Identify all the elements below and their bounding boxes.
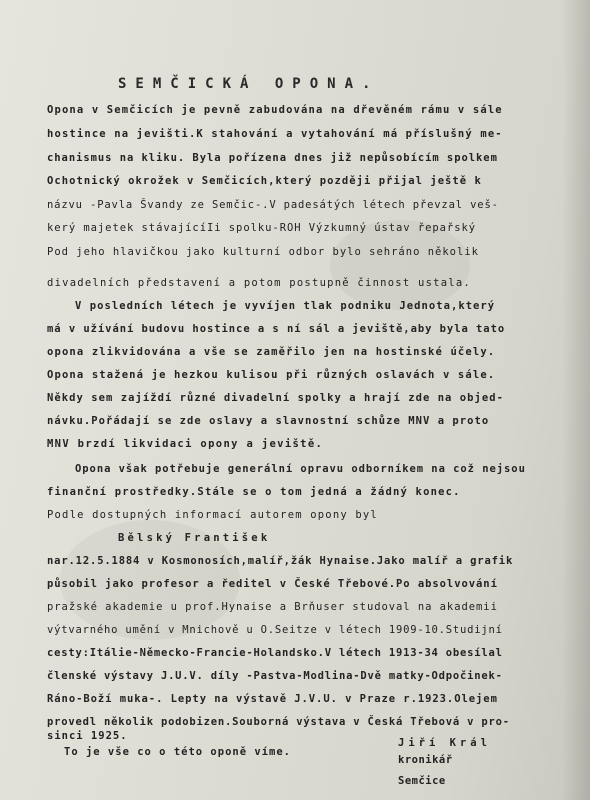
- text-line: Někdy sem zajíždí různé divadelní spolky a hrají zde na objed-: [47, 392, 505, 404]
- text-line: Podle dostupných informací autorem opony byl: [47, 509, 378, 521]
- text-line: provedl několik podobizen.Souborná výstava v Česká Třebová v pro-: [47, 716, 510, 728]
- text-line: opona zlikvidována a vše se zaměřilo jen na hostinské účely.: [47, 346, 496, 358]
- document-title: SEMČICKÁ OPONA.: [118, 76, 380, 92]
- text-line: chanismus na kliku. Byla pořízena dnes již nepůsobícím spolkem: [47, 152, 498, 164]
- text-line: Opona v Semčicích je pevně zabudována na dřevěném rámu v sále: [47, 104, 503, 116]
- text-line: nar.12.5.1884 v Kosmonosích,malíř,žák Hynaise.Jako malíř a grafik: [47, 555, 514, 567]
- text-line: sinci 1925.: [47, 730, 128, 742]
- text-line: Ráno-Boží muka-. Lepty na výstavě J.V.U. v Praze r.1923.Olejem: [47, 693, 498, 705]
- text-line: Opona však potřebuje generální opravu odborníkem na což nejsou: [75, 463, 526, 475]
- text-line: divadelních představení a potom postupně činnost ustala.: [47, 277, 472, 289]
- text-line: MNV brzdí likvidaci opony a jeviště.: [47, 438, 324, 450]
- signature-name: Jiří Král: [398, 737, 491, 749]
- text-line: názvu -Pavla Švandy ze Semčic-.V padesátých létech převzal veš-: [47, 199, 499, 211]
- text-line: V posledních létech je vyvíjen tlak podniku Jednota,který: [75, 300, 496, 312]
- text-line: návku.Pořádají se zde oslavy a slavnostní schůze MNV a proto: [47, 415, 490, 427]
- text-line: má v užívání budovu hostince a s ní sál a jeviště,aby byla tato: [47, 323, 506, 335]
- text-line: hostince na jevišti.K stahování a vytahování má příslušný me-: [47, 128, 503, 140]
- closing-line: To je vše co o této oponě víme.: [64, 746, 291, 758]
- text-line: cesty:Itálie-Německo-Francie-Holandsko.V létech 1913-34 obesílal: [47, 647, 503, 659]
- text-line: Opona stažená je hezkou kulisou při různých oslavách v sále.: [47, 369, 496, 381]
- text-line: finanční prostředky.Stále se o tom jedná a žádný konec.: [47, 486, 461, 498]
- text-line: členské výstavy J.U.V. díly -Pastva-Modlina-Dvě matky-Odpočinek-: [47, 670, 503, 682]
- text-line: Pod jeho hlavičkou jako kulturní odbor bylo sehráno několik: [47, 246, 479, 258]
- text-line: působil jako profesor a ředitel v České Třebové.Po absolvování: [47, 578, 498, 590]
- signature-place: Semčice: [398, 775, 446, 787]
- text-line: kerý majetek stávajícíIi spolku-ROH Výzkumný ústav řepařský: [47, 222, 477, 234]
- text-line: Ochotnický okrožek v Semčicích,který později přijal ještě k: [47, 175, 482, 187]
- text-line: výtvarného umění v Mnichově u O.Seitze v létech 1909-10.Studijní: [47, 624, 503, 636]
- text-line: pražské akademie u prof.Hynaise a Brňuser studoval na akademii: [47, 601, 498, 613]
- signature-role: kronikář: [398, 754, 453, 766]
- author-name: Bělský František: [118, 532, 271, 544]
